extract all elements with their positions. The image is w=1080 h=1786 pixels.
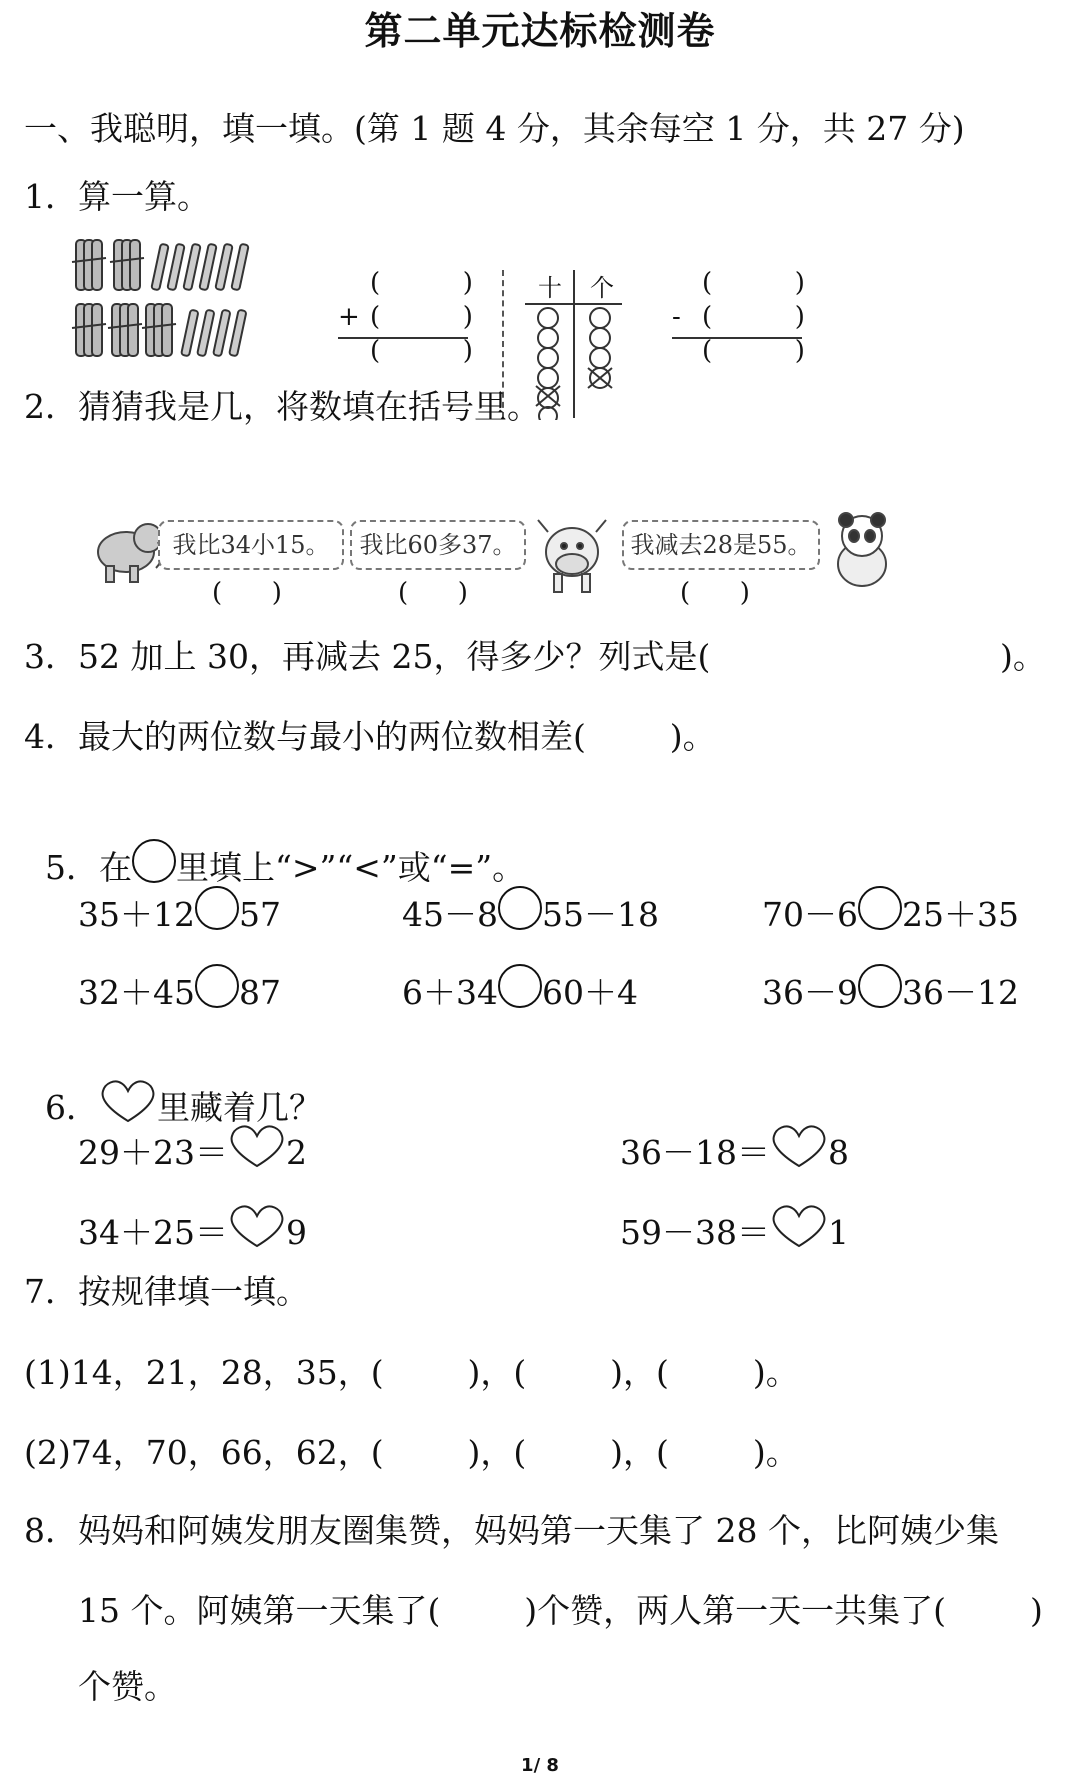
heart-icon (99, 1079, 157, 1125)
q5-item-3: 70－6 25＋35 (762, 886, 1019, 931)
q5-item-4: 32＋45 87 (78, 964, 281, 1009)
q3-text: 3．52 加上 30，再减去 25，得多少？列式是( (24, 637, 711, 676)
q6-item-3: 34＋25＝ 9 (78, 1204, 307, 1250)
q2-bubble-2: 我比60多37。 (350, 520, 526, 570)
page-title: 第二单元达标检测卷 (364, 9, 716, 53)
q1-add-paren-2: ( ) (370, 302, 473, 332)
q4-text: 4．最大的两位数与最小的两位数相差( )。 (24, 717, 716, 756)
q1-label: 1．算一算。 (24, 177, 210, 216)
q5-suffix: 里填上“>”“<”或“=”。 (175, 848, 526, 887)
q2-answer-3: ( ) (680, 578, 750, 608)
answer-circle[interactable] (858, 886, 902, 930)
q5-prefix: 5．在 (44, 848, 132, 887)
q5-item-6: 36－9 36－12 (762, 964, 1019, 1009)
heart-answer-icon[interactable] (228, 1204, 286, 1250)
q1-plus-sign: + (338, 302, 360, 332)
q3-end: )。 (1000, 637, 1046, 676)
q1-add-paren-1: ( ) (370, 268, 473, 298)
q6-item-1: 29＋23＝ 2 (78, 1124, 307, 1170)
q5-item-2: 45－8 55－18 (402, 886, 659, 931)
q2-label: 2．猜猜我是几，将数填在括号里。 (24, 387, 540, 426)
q6-prefix: 6． (44, 1088, 99, 1127)
bundle-icon (142, 304, 176, 356)
q8-line-3: 个赞。 (78, 1667, 177, 1706)
q2-bubble-3: 我减去28是55。 (622, 520, 820, 570)
bundle-icon (72, 240, 106, 290)
q7-line-2: (2)74，70，66，62，( )，( )，( )。 (24, 1433, 799, 1472)
elephant-icon (86, 512, 166, 588)
q1-sub-result: ( ) (702, 336, 805, 366)
q6-suffix: 里藏着几？ (156, 1088, 322, 1127)
bundle-icon (110, 240, 144, 290)
section-heading: 一、我聪明，填一填。(第 1 题 4 分，其余每空 1 分，共 27 分) (24, 109, 965, 148)
q8-line-2: 15 个。阿姨第一天集了( )个赞，两人第一天一共集了( ) (78, 1591, 1043, 1630)
answer-circle[interactable] (498, 964, 542, 1008)
q5-item-5: 6＋34 60＋4 (402, 964, 638, 1009)
answer-circle[interactable] (195, 886, 239, 930)
q7-label: 7．按规律填一填。 (24, 1272, 309, 1311)
answer-circle[interactable] (498, 886, 542, 930)
q2-answer-1: ( ) (212, 578, 282, 608)
q1-minus-sign: - (672, 302, 681, 332)
q1-sub-paren-1: ( ) (702, 268, 805, 298)
panda-icon (822, 508, 902, 592)
answer-circle[interactable] (858, 964, 902, 1008)
q7-line-1: (1)14，21，28，35，( )，( )，( )。 (24, 1353, 799, 1392)
heart-answer-icon[interactable] (228, 1124, 286, 1170)
q1-col-ones: 个 (590, 274, 614, 302)
q6-item-2: 36－18＝ 8 (620, 1124, 849, 1170)
q5-label (24, 806, 526, 887)
q8-line-1: 8．妈妈和阿姨发朋友圈集赞，妈妈第一天集了 28 个，比阿姨少集 (24, 1511, 999, 1550)
heart-answer-icon[interactable] (770, 1204, 828, 1250)
q1-col-tens: 十 (538, 274, 562, 302)
q6-item-4: 59－38＝ 1 (620, 1204, 849, 1250)
page-number: 1/ 8 (521, 1755, 559, 1776)
q1-sub-paren-2: ( ) (702, 302, 805, 332)
q1-add-result: ( ) (370, 336, 473, 366)
bundle-icon (72, 304, 106, 356)
bundle-icon (108, 304, 142, 356)
q1-stick-bundles-figure (60, 232, 280, 372)
cow-icon (524, 512, 620, 598)
answer-circle[interactable] (195, 964, 239, 1008)
q2-bubble-1: 我比34小15。 (158, 520, 344, 570)
q6-label (24, 1046, 322, 1125)
q2-answer-2: ( ) (398, 578, 468, 608)
heart-answer-icon[interactable] (770, 1124, 828, 1170)
q5-item-1: 35＋12 57 (78, 886, 281, 931)
circle-icon (132, 839, 176, 883)
